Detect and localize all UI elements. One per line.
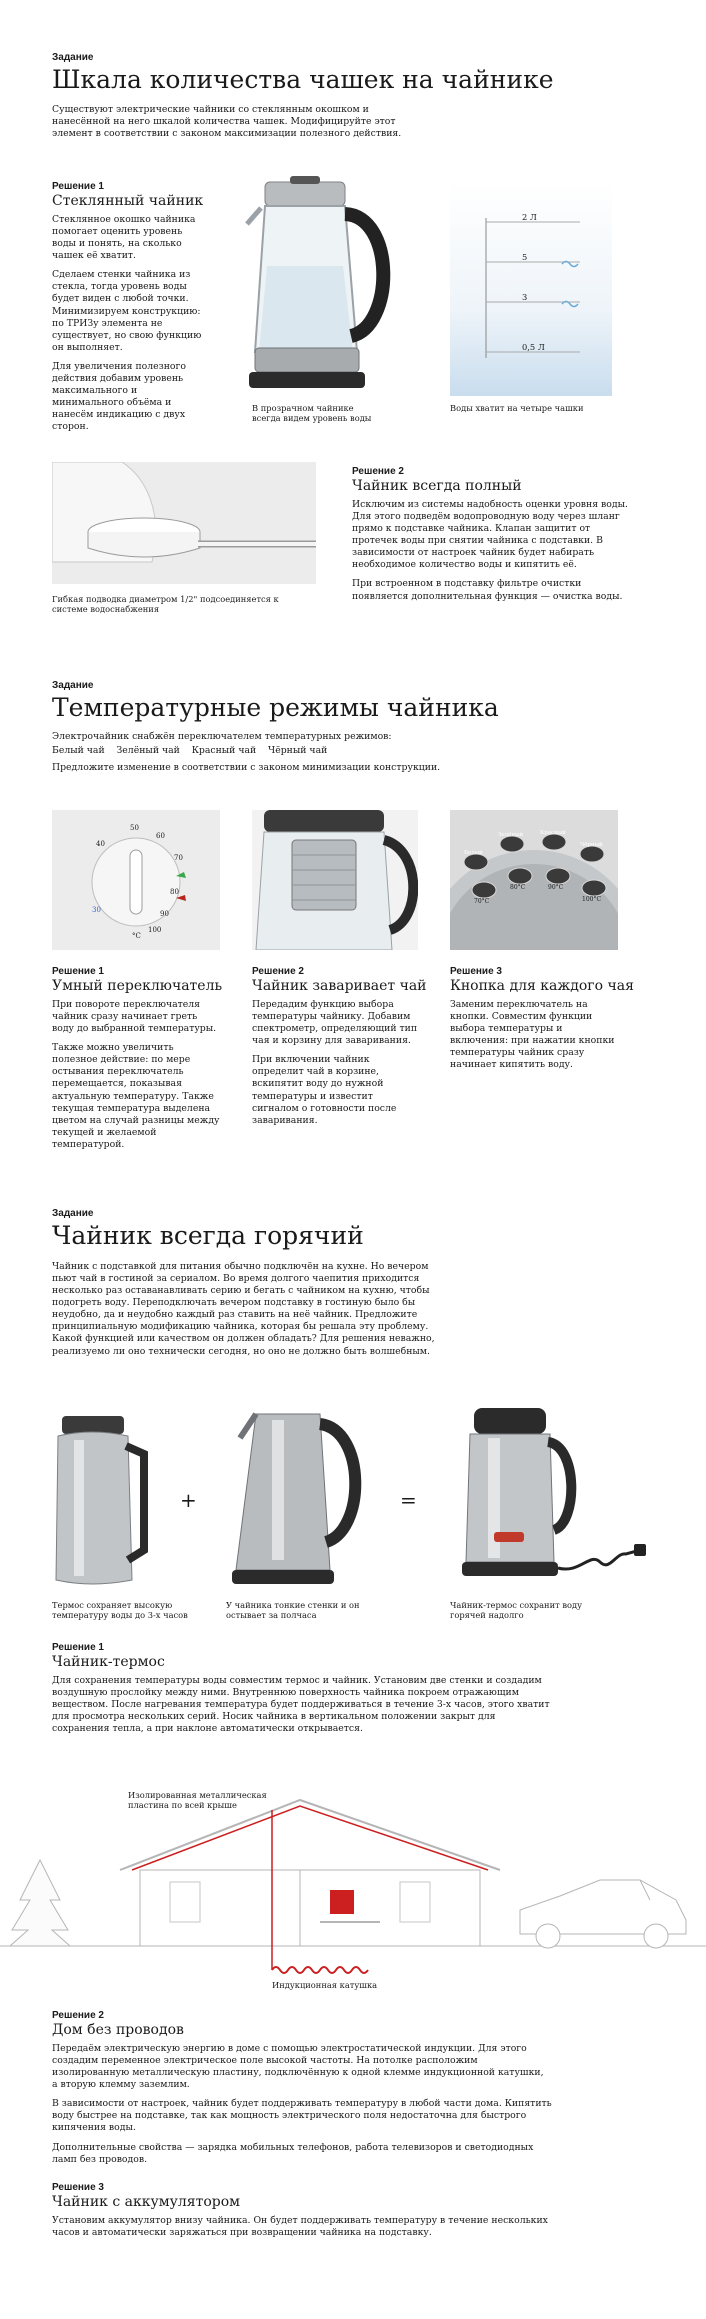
section-title: Шкала количества чашек на чайнике	[52, 65, 554, 94]
temperature-dial-image	[52, 810, 220, 950]
brewing-kettle-image	[252, 810, 418, 950]
image-caption: Чайник-термос сохранит воду горячей надолго	[450, 1600, 583, 1621]
water-scale-image	[450, 182, 612, 396]
thermo-kettle-image	[450, 1402, 650, 1592]
scale-mark: 2 Л	[522, 212, 537, 222]
section-intro: Существуют электрические чайники со стеклянным окошком и нанесённой на него шкалой количества чашек. Модифицируйте этот элемент в соответствии с законом максимизации полезного действия.	[52, 104, 402, 140]
paragraph: В зависимости от настроек, чайник будет поддерживать температуру в любой части дома. Кипятить воду быстрее на подставке, так как мощность электрического поля недостаточна для быстрого кипячения воды.	[52, 2098, 552, 2134]
section-intro: Электрочайник снабжён переключателем температурных режимов:	[52, 731, 392, 742]
dial-mark: 100	[148, 926, 162, 934]
solution-label: Решение 1	[52, 1642, 104, 1653]
section-title: Чайник всегда горячий	[52, 1221, 364, 1250]
paragraph: Для сохранения температуры воды совместим термос и чайник. Установим две стенки и создадим воздушную прослойку между ними. Внутреннюю поверхность чайника покроем отражающим веществом. После нагревания температура будет поддерживаться в течение 3-х часов, этого хватит для просмотра нескольких серий. Носик чайника в вертикальном положении закрыт для сохранения тепла, а при наклоне автоматически открывается.	[52, 1675, 550, 1735]
section-label: Задание	[52, 1208, 94, 1219]
solution-label: Решение 3	[450, 966, 502, 977]
solution-label: Решение 1	[52, 181, 104, 192]
image-caption: Воды хватит на четыре чашки	[450, 403, 584, 413]
paragraph: Также можно увеличить полезное действие: по мере остывания переключатель перемещается, показывая актуальную температуру. Также текущая температура выделена цветом на случай разницы между текущей и желаемой температурой.	[52, 1042, 220, 1150]
buttons-kettle-image	[450, 810, 618, 950]
solution-label: Решение 1	[52, 966, 104, 977]
paragraph: Сделаем стенки чайника из стекла, тогда уровень воды будет виден с любой точки. Минимизируем конструкцию: по ТРИЗу элемента не существует, но свою функцию он выполняет.	[52, 269, 202, 353]
dial-mark: 40	[96, 840, 105, 848]
paragraph: Дополнительные свойства — зарядка мобильных телефонов, работа телевизоров и светодиодных ламп без проводов.	[52, 2141, 534, 2165]
diagram-label: Индукционная катушка	[272, 1980, 378, 1990]
thermos-image	[52, 1410, 148, 1590]
diagram-label: Изолированная металлическая пластина по всей крыше	[128, 1790, 267, 1811]
plus-sign: +	[180, 1488, 197, 1512]
paragraph: Установим аккумулятор внизу чайника. Он будет поддерживать температуру в течение нескольких часов и автоматически заряжаться при возвращении чайника на подставку.	[52, 2215, 548, 2239]
tea-mode: Чёрный чай	[268, 745, 328, 756]
house-induction-diagram	[0, 1770, 706, 2000]
tea-modes	[52, 745, 452, 757]
paragraph: Заменим переключатель на кнопки. Совместим функции выбора температуры и включения: при нажатии кнопки температуры чайник сразу начинает кипятить воду.	[450, 999, 615, 1071]
section-label: Задание	[52, 52, 94, 63]
paragraph: При встроенном в подставку фильтре очистки появляется дополнительная функция — очистка воды.	[352, 578, 623, 602]
glass-kettle-image	[245, 176, 415, 398]
solution-title: Чайник-термос	[52, 1654, 165, 1670]
kettle-button: Зелёный	[498, 832, 524, 838]
solution-text	[52, 214, 202, 440]
paragraph: При включении чайник определит чай в корзине, вскипятит воду до нужной температуры и известит сигналом о готовности после заваривания.	[252, 1054, 397, 1126]
dial-mark: 50	[130, 824, 139, 832]
kettle-button: Белый	[464, 850, 483, 856]
solution-title: Чайник заваривает чай	[252, 978, 427, 994]
section-title: Температурные режимы чайника	[52, 693, 499, 722]
kettle-button: 90°С	[548, 884, 564, 891]
solution-text	[52, 999, 222, 1158]
dial-mark: 30	[92, 906, 101, 914]
dial-mark: 80	[170, 888, 179, 896]
steel-kettle-image	[226, 1410, 372, 1590]
solution-title: Стеклянный чайник	[52, 193, 204, 209]
image-caption: У чайника тонкие стенки и он остывает за полчаса	[226, 1600, 360, 1621]
solution-text	[252, 999, 417, 1134]
section-intro: Чайник с подставкой для питания обычно подключён на кухне. Но вечером пьют чай в гостиной за сериалом. Во время долгого чаепития приходится несколько раз оставанавливать серию и бегать с чайником на кухню, чтобы подогреть воду. Переподключать вечером подставку в гостиную было бы неудобно, да и неудобно каждый раз ставить на неё чайник. Предложите принципиальную модификацию чайника, которая бы решала эту проблему. Какой функцией или качеством он должен обладать? Для решения неважно, реализуемо ли оно технически сегодня, но оно не должно быть волшебным.	[52, 1261, 435, 1357]
kettle-button: 80°С	[510, 884, 526, 891]
paragraph: Стеклянное окошко чайника помогает оценить уровень воды и понять, на сколько чашек её хватит.	[52, 214, 196, 262]
solution-title: Дом без проводов	[52, 2022, 184, 2038]
solution-text	[450, 999, 615, 1078]
image-caption: Гибкая подводка диаметром 1/2" подсоединяется к системе водоснабжения	[52, 594, 279, 615]
kettle-button: 70°С	[474, 898, 490, 905]
solution-title: Кнопка для каждого чая	[450, 978, 634, 994]
kettle-button: 100°С	[582, 896, 602, 903]
scale-mark: 0,5 Л	[522, 342, 545, 352]
section-task: Предложите изменение в соответствии с законом минимизации конструкции.	[52, 762, 441, 773]
solution-text	[52, 1675, 552, 1742]
section-label: Задание	[52, 680, 94, 691]
paragraph: Передаём электрическую энергию в доме с помощью электростатической индукции. Для этого создадим переменное электрическое поле высокой частоты. На потолке расположим изолированную металлическую пластину, подключённую к одной клемме индукционной катушки, а вторую клемму заземлим.	[52, 2043, 544, 2091]
paragraph: Передадим функцию выбора температуры чайнику. Добавим спектрометр, определяющий тип чая и корзину для заваривания.	[252, 999, 418, 1047]
scale-mark: 5	[522, 252, 528, 262]
solution-label: Решение 2	[52, 2010, 104, 2021]
kettle-button: Красный	[540, 830, 566, 836]
solution-label: Решение 2	[352, 466, 404, 477]
solution-label: Решение 2	[252, 966, 304, 977]
paragraph: Исключим из системы надобность оценки уровня воды. Для этого подведём водопроводную воду через шланг прямо к подставке чайника. Клапан защитит от протечек воды при снятии чайника с подставки. В зависимости от настроек чайник будет набирать необходимое количество воды и кипятить её.	[352, 499, 628, 571]
solution-title: Умный переключатель	[52, 978, 223, 994]
scale-mark: 3	[522, 292, 528, 302]
dial-mark: 90	[160, 910, 169, 918]
dial-unit: °C	[132, 932, 141, 940]
solution-title: Чайник с аккумулятором	[52, 2194, 241, 2210]
paragraph: Для увеличения полезного действия добавим уровень максимального и минимального объёма и нанесём индикацию с двух сторон.	[52, 360, 186, 433]
solution-text	[52, 2043, 552, 2173]
tea-mode: Красный чай	[191, 745, 257, 756]
image-caption: Термос сохраняет высокую температуру воды до 3-х часов	[52, 1600, 188, 1621]
solution-text	[52, 2215, 552, 2246]
tea-mode: Зелёный чай	[116, 745, 180, 756]
tea-mode: Белый чай	[52, 745, 105, 756]
dial-mark: 60	[156, 832, 165, 840]
kettle-button: Чёрный	[580, 842, 603, 848]
solution-text	[352, 499, 632, 610]
solution-label: Решение 3	[52, 2182, 104, 2193]
dial-mark: 70	[174, 854, 183, 862]
image-caption: В прозрачном чайнике всегда видем уровень воды	[252, 403, 372, 424]
equals-sign: =	[400, 1488, 417, 1512]
hose-base-image	[52, 462, 316, 584]
solution-title: Чайник всегда полный	[352, 478, 522, 494]
paragraph: При повороте переключателя чайник сразу начинает греть воду до выбранной температуры.	[52, 999, 217, 1035]
